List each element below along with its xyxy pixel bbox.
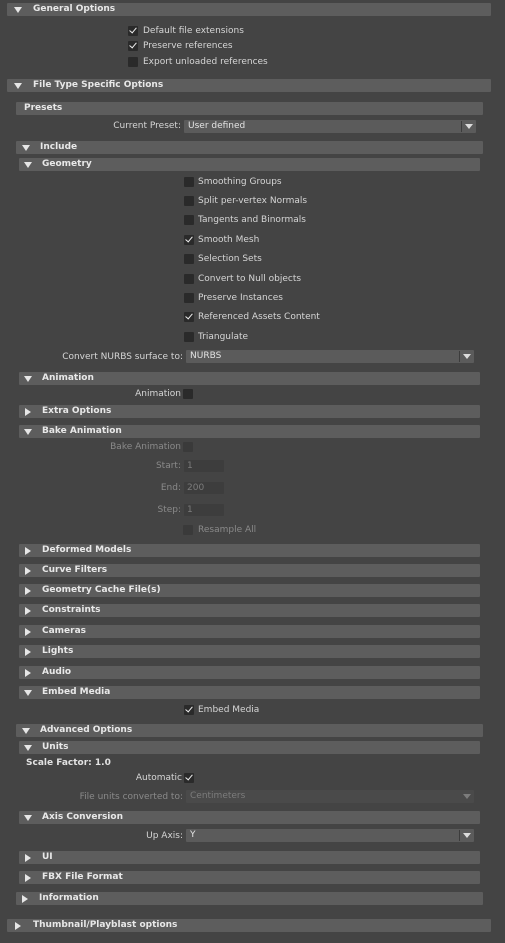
lights-header[interactable] — [19, 645, 480, 658]
automatic-checkbox[interactable] — [184, 773, 194, 783]
constraints-title: Constraints — [42, 605, 101, 615]
collapse-triangle-icon — [24, 162, 32, 168]
ui-title: UI — [42, 852, 53, 862]
resample-all-checkbox[interactable] — [183, 525, 193, 535]
start-value: 1 — [187, 461, 193, 471]
curve-filters-header[interactable] — [19, 564, 480, 577]
convert-nurbs-label: Convert NURBS surface to: — [62, 352, 183, 362]
deformed-models-header[interactable] — [19, 544, 480, 557]
triangulate-label: Triangulate — [198, 332, 249, 342]
chevron-down-icon — [465, 124, 473, 129]
file-units-value: Centimeters — [190, 791, 246, 801]
expand-triangle-icon — [25, 587, 31, 595]
end-value: 200 — [187, 483, 205, 493]
include-title: Include — [40, 142, 78, 152]
chevron-down-icon — [463, 354, 471, 359]
extra-options-header[interactable] — [19, 405, 480, 418]
convert-nurbs-dropdown[interactable] — [186, 350, 474, 363]
cameras-header[interactable] — [19, 625, 480, 638]
preserve-references-checkbox[interactable] — [128, 41, 138, 51]
bake-animation-label: Bake Animation — [110, 442, 181, 452]
general-options-header[interactable] — [7, 3, 491, 16]
advanced-options-title: Advanced Options — [40, 725, 133, 735]
file-type-specific-title: File Type Specific Options — [33, 80, 164, 90]
start-label: Start: — [155, 461, 181, 471]
expand-triangle-icon — [25, 669, 31, 677]
convert-null-objects-checkbox[interactable] — [184, 274, 194, 284]
default-file-extensions-checkbox[interactable] — [128, 26, 138, 36]
lights-title: Lights — [42, 646, 74, 656]
fbx-file-format-header[interactable] — [19, 871, 480, 884]
tangents-binormals-checkbox[interactable] — [184, 215, 194, 225]
presets-header[interactable] — [16, 102, 483, 115]
end-field[interactable] — [184, 482, 224, 494]
cameras-title: Cameras — [42, 626, 87, 636]
expand-triangle-icon — [25, 408, 31, 416]
chevron-down-icon — [463, 794, 471, 799]
collapse-triangle-icon — [24, 376, 32, 382]
units-header[interactable] — [19, 741, 480, 754]
referenced-assets-checkbox[interactable] — [184, 312, 194, 322]
dropdown-separator — [459, 351, 460, 362]
referenced-assets-label: Referenced Assets Content — [198, 312, 320, 322]
export-unloaded-references-label: Export unloaded references — [143, 57, 268, 67]
geometry-cache-header[interactable] — [19, 584, 480, 597]
collapse-triangle-icon — [24, 690, 32, 696]
general-options-title: General Options — [33, 4, 116, 14]
selection-sets-label: Selection Sets — [198, 254, 262, 264]
animation-checkbox[interactable] — [183, 389, 193, 399]
up-axis-dropdown[interactable] — [186, 829, 474, 842]
ui-header[interactable] — [19, 851, 480, 864]
start-field[interactable] — [184, 460, 224, 472]
bake-animation-title: Bake Animation — [42, 426, 122, 436]
automatic-label: Automatic — [135, 773, 182, 783]
step-value: 1 — [187, 505, 193, 515]
expand-triangle-icon — [25, 567, 31, 575]
preserve-references-label: Preserve references — [143, 41, 233, 51]
dropdown-separator — [459, 830, 460, 841]
up-axis-value: Y — [190, 830, 196, 840]
tangents-binormals-label: Tangents and Binormals — [198, 215, 306, 225]
collapse-triangle-icon — [14, 7, 22, 13]
convert-null-objects-label: Convert to Null objects — [198, 274, 302, 284]
collapse-triangle-icon — [24, 745, 32, 751]
expand-triangle-icon — [25, 854, 31, 862]
animation-title: Animation — [42, 373, 94, 383]
axis-conversion-title: Axis Conversion — [42, 812, 123, 822]
constraints-header[interactable] — [19, 604, 480, 617]
presets-title: Presets — [24, 103, 63, 113]
preserve-instances-label: Preserve Instances — [198, 293, 283, 303]
smooth-mesh-checkbox[interactable] — [184, 235, 194, 245]
thumbnail-playblast-title: Thumbnail/Playblast options — [33, 920, 178, 930]
expand-triangle-icon — [25, 607, 31, 615]
current-preset-value: User defined — [188, 121, 246, 131]
file-units-label: File units converted to: — [79, 792, 183, 802]
step-label: Step: — [157, 505, 181, 515]
embed-media-header[interactable] — [19, 686, 480, 699]
expand-triangle-icon — [25, 874, 31, 882]
curve-filters-title: Curve Filters — [42, 565, 108, 575]
collapse-triangle-icon — [24, 815, 32, 821]
selection-sets-checkbox[interactable] — [184, 254, 194, 264]
expand-triangle-icon — [25, 648, 31, 656]
collapse-triangle-icon — [22, 145, 30, 151]
deformed-models-title: Deformed Models — [42, 545, 132, 555]
export-unloaded-references-checkbox[interactable] — [128, 57, 138, 67]
file-units-dropdown[interactable] — [186, 790, 474, 803]
include-header[interactable] — [16, 141, 483, 154]
animation-label: Animation — [135, 389, 181, 399]
geometry-header[interactable] — [19, 158, 480, 171]
extra-options-title: Extra Options — [42, 406, 112, 416]
smoothing-groups-label: Smoothing Groups — [198, 177, 282, 187]
chevron-down-icon — [463, 833, 471, 838]
expand-triangle-icon — [25, 628, 31, 636]
bake-animation-header[interactable] — [19, 425, 480, 438]
embed-media-checkbox[interactable] — [184, 705, 194, 715]
audio-header[interactable] — [19, 666, 480, 679]
geometry-cache-title: Geometry Cache File(s) — [42, 585, 161, 595]
end-label: End: — [160, 483, 181, 493]
units-title: Units — [42, 742, 69, 752]
information-title: Information — [39, 893, 99, 903]
split-normals-label: Split per-vertex Normals — [198, 196, 308, 206]
audio-title: Audio — [42, 667, 72, 677]
geometry-title: Geometry — [42, 159, 92, 169]
advanced-options-header[interactable] — [16, 724, 483, 737]
current-preset-label: Current Preset: — [113, 121, 181, 131]
dropdown-separator — [461, 121, 462, 132]
expand-triangle-icon — [15, 922, 21, 930]
current-preset-dropdown[interactable] — [184, 120, 476, 133]
step-field[interactable] — [184, 504, 224, 516]
split-normals-checkbox[interactable] — [184, 196, 194, 206]
axis-conversion-header[interactable] — [19, 811, 480, 824]
embed-media-label: Embed Media — [198, 705, 260, 715]
expand-triangle-icon — [22, 895, 28, 903]
fbx-file-format-title: FBX File Format — [42, 872, 123, 882]
file-type-specific-header[interactable] — [7, 79, 491, 92]
information-header[interactable] — [16, 892, 483, 905]
thumbnail-playblast-header[interactable] — [7, 919, 491, 932]
collapse-triangle-icon — [24, 429, 32, 435]
scale-factor-text: Scale Factor: 1.0 — [26, 758, 111, 768]
collapse-triangle-icon — [22, 728, 30, 734]
smoothing-groups-checkbox[interactable] — [184, 177, 194, 187]
preserve-instances-checkbox[interactable] — [184, 293, 194, 303]
convert-nurbs-value: NURBS — [190, 351, 222, 361]
up-axis-label: Up Axis: — [146, 831, 183, 841]
smooth-mesh-label: Smooth Mesh — [198, 235, 260, 245]
embed-media-title: Embed Media — [42, 687, 111, 697]
resample-all-label: Resample All — [198, 525, 257, 535]
animation-header[interactable] — [19, 372, 480, 385]
triangulate-checkbox[interactable] — [184, 332, 194, 342]
expand-triangle-icon — [25, 547, 31, 555]
default-file-extensions-label: Default file extensions — [143, 26, 244, 36]
bake-animation-checkbox[interactable] — [183, 442, 193, 452]
collapse-triangle-icon — [14, 83, 22, 89]
